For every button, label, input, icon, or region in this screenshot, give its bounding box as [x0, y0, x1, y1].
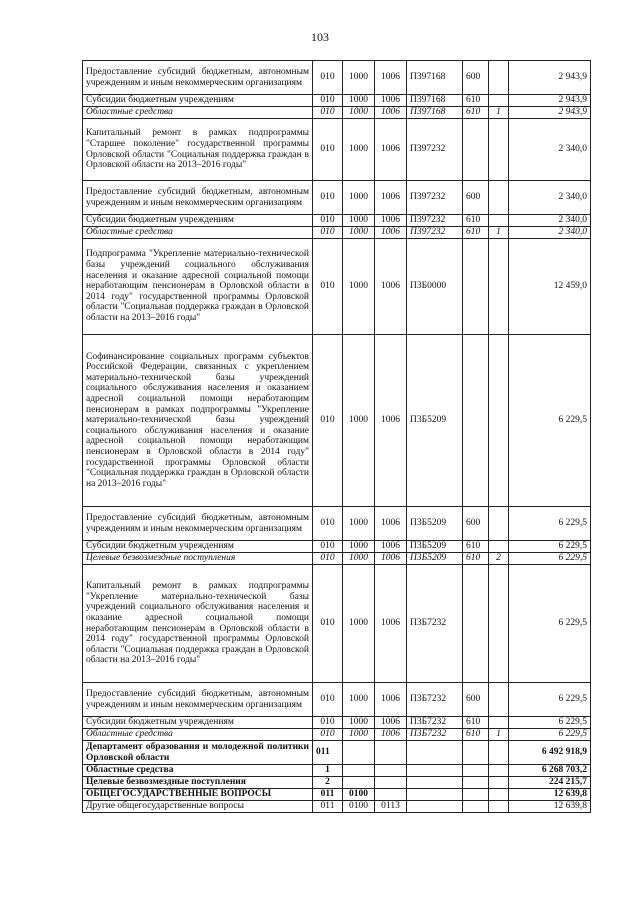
row-pr: 1006: [375, 95, 407, 107]
row-src: [489, 215, 509, 227]
row-src: 1: [489, 729, 509, 741]
row-ved: 1: [313, 765, 343, 777]
row-src: [489, 717, 509, 729]
row-name: Софинансирование социальных программ субъектов Российской Федерации, связанных с укреплением материально-технической базы учреждений социального обслуживания населения и оказанием адресной социальной помощи неработающим пенсионерам в рамках подпрограммы "Укрепление материально-технической базы учреждений социального обслуживания населения и оказание адресной социальной помощи неработающим пенсионерам в Орловской области в 2014 году" государственной программы Орловской области "Социальная поддержка граждан в Орловской области на 2013–2016 годы": [83, 335, 313, 507]
row-csr: [407, 789, 463, 801]
row-csr: П397168: [407, 61, 463, 95]
row-src: 2: [489, 553, 509, 565]
row-src: 1: [489, 227, 509, 239]
row-vr: [463, 789, 489, 801]
table-row: [83, 227, 591, 239]
row-pr: 1006: [375, 553, 407, 565]
row-pr: 1006: [375, 119, 407, 181]
row-src: [489, 801, 509, 813]
row-pr: [375, 777, 407, 789]
row-name: ОБЩЕГОСУДАРСТВЕННЫЕ ВОПРОСЫ: [83, 789, 313, 801]
row-rz: 1000: [343, 553, 375, 565]
row-name: Целевые безвозмездные поступления: [83, 777, 313, 789]
row-ved: 010: [313, 215, 343, 227]
row-sum: 2 340,0: [509, 181, 591, 215]
row-vr: 600: [463, 61, 489, 95]
row-name: Предоставление субсидий бюджетным, автономным учреждениям и иным некоммерческим организациям: [83, 61, 313, 95]
table-row: [83, 729, 591, 741]
row-name: Субсидии бюджетным учреждениям: [83, 215, 313, 227]
row-rz: 1000: [343, 565, 375, 683]
row-sum: 6 268 703,2: [509, 765, 591, 777]
row-name: Областные средства: [83, 765, 313, 777]
row-sum: 6 229,5: [509, 729, 591, 741]
table-row: [83, 181, 591, 215]
row-csr: [407, 741, 463, 765]
row-sum: 2 943,9: [509, 61, 591, 95]
row-src: [489, 765, 509, 777]
row-csr: П397232: [407, 181, 463, 215]
row-ved: 010: [313, 119, 343, 181]
row-sum: 12 459,0: [509, 239, 591, 335]
row-sum: 6 229,5: [509, 553, 591, 565]
row-sum: 6 229,5: [509, 717, 591, 729]
row-vr: 600: [463, 181, 489, 215]
row-ved: 010: [313, 553, 343, 565]
row-name: Другие общегосударственные вопросы: [83, 801, 313, 813]
row-name: Подпрограмма "Укрепление материально-технической базы учреждений социального обслуживания населения и оказание адресной социальной помощи неработающим пенсионерам в Орловской области в 2014 году" государственной программы Орловской области "Социальная поддержка граждан в Орловской области на 2013–2016 годы": [83, 239, 313, 335]
row-src: [489, 119, 509, 181]
row-pr: 0113: [375, 801, 407, 813]
row-pr: 1006: [375, 61, 407, 95]
row-vr: 610: [463, 717, 489, 729]
row-src: [489, 541, 509, 553]
table-row: [83, 95, 591, 107]
row-ved: 2: [313, 777, 343, 789]
row-vr: 610: [463, 729, 489, 741]
row-csr: П3Б7232: [407, 565, 463, 683]
row-ved: 010: [313, 107, 343, 119]
row-name: Областные средства: [83, 227, 313, 239]
row-src: [489, 683, 509, 717]
row-ved: 010: [313, 541, 343, 553]
row-name: Субсидии бюджетным учреждениям: [83, 95, 313, 107]
row-sum: 2 340,0: [509, 215, 591, 227]
row-csr: П397168: [407, 107, 463, 119]
row-ved: 010: [313, 729, 343, 741]
row-rz: [343, 777, 375, 789]
table-row: [83, 801, 591, 813]
table-row: [83, 107, 591, 119]
row-src: [489, 95, 509, 107]
row-vr: [463, 741, 489, 765]
row-name: Департамент образования и молодежной политики Орловской области: [83, 741, 313, 765]
row-src: [489, 507, 509, 541]
row-ved: 010: [313, 61, 343, 95]
row-sum: 224 215,7: [509, 777, 591, 789]
row-rz: 1000: [343, 729, 375, 741]
row-ved: 010: [313, 335, 343, 507]
row-name: Целевые безвозмездные поступления: [83, 553, 313, 565]
table-row: [83, 717, 591, 729]
row-name: Областные средства: [83, 729, 313, 741]
row-src: [489, 777, 509, 789]
row-name: Предоставление субсидий бюджетным, автономным учреждениям и иным некоммерческим организациям: [83, 507, 313, 541]
row-rz: [343, 741, 375, 765]
row-rz: 1000: [343, 541, 375, 553]
row-csr: П397168: [407, 95, 463, 107]
row-rz: 1000: [343, 683, 375, 717]
row-sum: 6 229,5: [509, 507, 591, 541]
row-src: [489, 239, 509, 335]
table-row: [83, 741, 591, 765]
row-rz: 1000: [343, 95, 375, 107]
row-csr: П397232: [407, 119, 463, 181]
row-csr: П397232: [407, 227, 463, 239]
row-csr: П397232: [407, 215, 463, 227]
table-row: [83, 789, 591, 801]
table-row: [83, 553, 591, 565]
row-sum: 2 340,0: [509, 119, 591, 181]
row-csr: П3Б5209: [407, 507, 463, 541]
row-ved: 010: [313, 239, 343, 335]
row-vr: 610: [463, 541, 489, 553]
row-rz: [343, 765, 375, 777]
row-rz: 0100: [343, 801, 375, 813]
row-rz: 1000: [343, 717, 375, 729]
row-pr: 1006: [375, 215, 407, 227]
row-vr: [463, 239, 489, 335]
row-vr: 610: [463, 107, 489, 119]
row-pr: 1006: [375, 335, 407, 507]
row-pr: 1006: [375, 239, 407, 335]
row-csr: П3Б5209: [407, 553, 463, 565]
row-ved: 011: [313, 789, 343, 801]
row-rz: 1000: [343, 335, 375, 507]
row-vr: 600: [463, 507, 489, 541]
row-sum: 12 639,8: [509, 801, 591, 813]
row-pr: 1006: [375, 729, 407, 741]
row-ved: 010: [313, 717, 343, 729]
row-vr: 610: [463, 553, 489, 565]
row-vr: 610: [463, 227, 489, 239]
row-pr: 1006: [375, 683, 407, 717]
table-row: [83, 61, 591, 95]
row-csr: П3Б0000: [407, 239, 463, 335]
row-ved: 010: [313, 683, 343, 717]
row-csr: П3Б7232: [407, 717, 463, 729]
row-ved: 010: [313, 95, 343, 107]
row-rz: 1000: [343, 61, 375, 95]
row-name: Капитальный ремонт в рамках подпрограммы "Укрепление материально-технической базы учреждений социального обслуживания населения и оказание адресной социальной помощи неработающим пенсионерам в Орловской области в 2014 году" государственной программы Орловской области "Социальная поддержка граждан в Орловской области на 2013–2016 годы": [83, 565, 313, 683]
row-pr: [375, 741, 407, 765]
row-vr: 610: [463, 95, 489, 107]
row-pr: [375, 789, 407, 801]
budget-table: [82, 60, 591, 813]
table-row: [83, 765, 591, 777]
row-ved: 010: [313, 227, 343, 239]
row-csr: [407, 801, 463, 813]
table-row: [83, 215, 591, 227]
row-name: Субсидии бюджетным учреждениям: [83, 541, 313, 553]
page-number: 103: [311, 30, 329, 44]
row-csr: П3Б7232: [407, 683, 463, 717]
row-pr: 1006: [375, 717, 407, 729]
row-ved: 010: [313, 507, 343, 541]
row-vr: [463, 335, 489, 507]
row-csr: П3Б5209: [407, 541, 463, 553]
row-rz: 1000: [343, 181, 375, 215]
row-vr: [463, 801, 489, 813]
row-csr: П3Б5209: [407, 335, 463, 507]
row-vr: 600: [463, 683, 489, 717]
row-rz: 1000: [343, 107, 375, 119]
row-src: 1: [489, 107, 509, 119]
row-pr: 1006: [375, 541, 407, 553]
row-pr: 1006: [375, 181, 407, 215]
row-pr: 1006: [375, 227, 407, 239]
row-name: Областные средства: [83, 107, 313, 119]
row-rz: 1000: [343, 507, 375, 541]
row-sum: 6 229,5: [509, 335, 591, 507]
row-rz: 1000: [343, 227, 375, 239]
table-row: [83, 239, 591, 335]
row-csr: [407, 777, 463, 789]
table-row: [83, 335, 591, 507]
row-vr: [463, 765, 489, 777]
row-src: [489, 335, 509, 507]
row-sum: 6 229,5: [509, 541, 591, 553]
table-row: [83, 683, 591, 717]
row-sum: 2 943,9: [509, 95, 591, 107]
row-vr: [463, 777, 489, 789]
row-vr: 610: [463, 215, 489, 227]
row-src: [489, 181, 509, 215]
row-vr: [463, 119, 489, 181]
table-row: [83, 119, 591, 181]
row-sum: 6 492 918,9: [509, 741, 591, 765]
row-sum: 6 229,5: [509, 565, 591, 683]
row-rz: 1000: [343, 239, 375, 335]
row-csr: [407, 765, 463, 777]
row-rz: 1000: [343, 215, 375, 227]
row-src: [489, 565, 509, 683]
row-vr: [463, 565, 489, 683]
row-sum: 2 340,0: [509, 227, 591, 239]
row-sum: 2 943,9: [509, 107, 591, 119]
row-src: [489, 741, 509, 765]
row-name: Предоставление субсидий бюджетным, автономным учреждениям и иным некоммерческим организациям: [83, 181, 313, 215]
row-rz: 0100: [343, 789, 375, 801]
row-pr: [375, 765, 407, 777]
row-sum: 6 229,5: [509, 683, 591, 717]
row-src: [489, 789, 509, 801]
row-name: Предоставление субсидий бюджетным, автономным учреждениям и иным некоммерческим организациям: [83, 683, 313, 717]
row-pr: 1006: [375, 565, 407, 683]
table-row: [83, 507, 591, 541]
table-row: [83, 777, 591, 789]
row-ved: 010: [313, 565, 343, 683]
table-row: [83, 565, 591, 683]
row-pr: 1006: [375, 107, 407, 119]
table-row: [83, 541, 591, 553]
row-rz: 1000: [343, 119, 375, 181]
row-ved: 010: [313, 181, 343, 215]
row-name: Капитальный ремонт в рамках подпрограммы "Старшее поколение" государственной программы Орловской области "Социальная поддержка граждан в Орловской области на 2013–2016 годы": [83, 119, 313, 181]
row-name: Субсидии бюджетным учреждениям: [83, 717, 313, 729]
row-ved: 011: [313, 801, 343, 813]
row-src: [489, 61, 509, 95]
row-ved: 011: [313, 741, 343, 765]
row-pr: 1006: [375, 507, 407, 541]
row-sum: 12 639,8: [509, 789, 591, 801]
row-csr: П3Б7232: [407, 729, 463, 741]
